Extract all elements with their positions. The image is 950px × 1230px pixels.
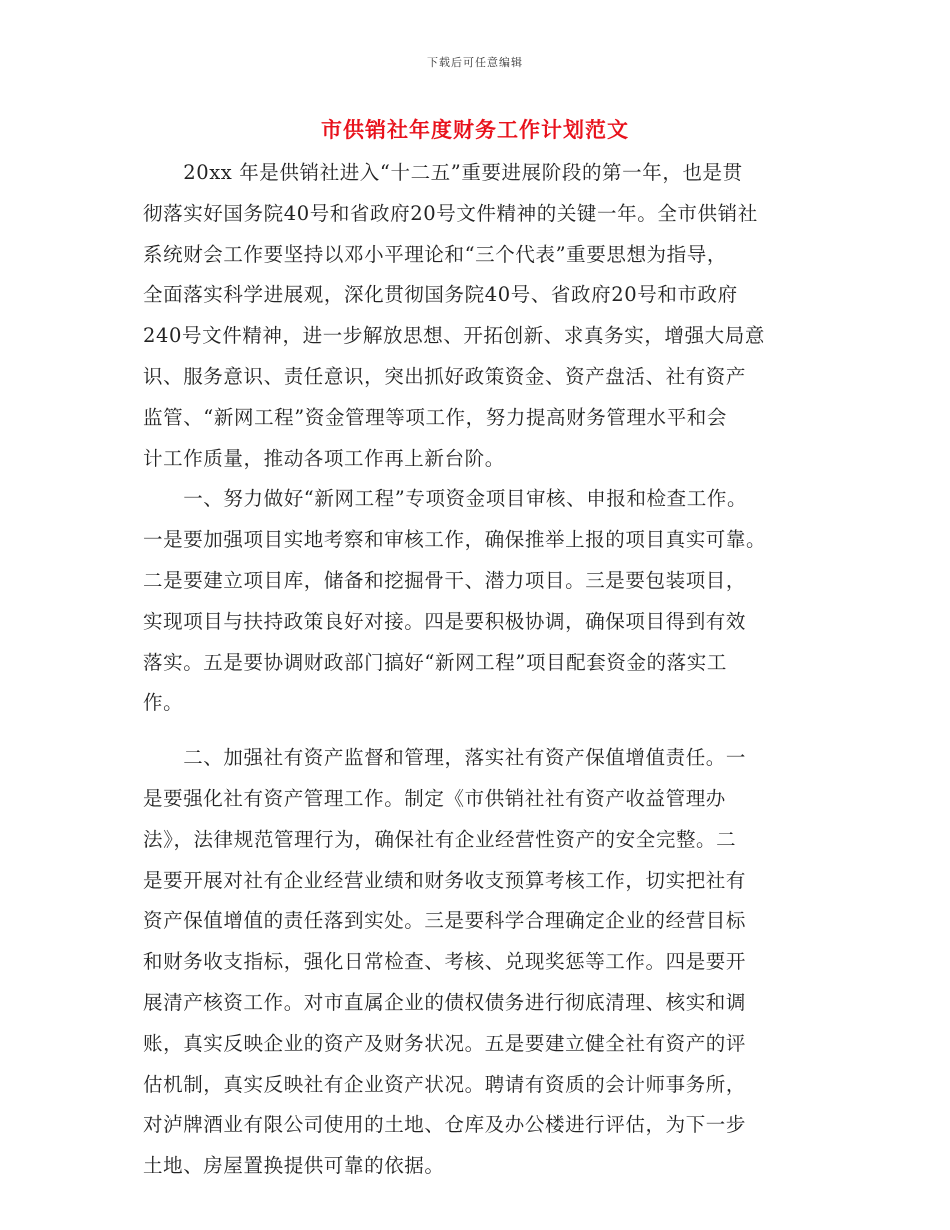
text-line: 全面落实科学进展观，深化贯彻国务院40号、省政府20号和市政府	[143, 283, 738, 307]
text-line: 彻落实好国务院40号和省政府20号文件精神的关键一年。全市供销社	[143, 201, 758, 225]
text-line: 二是要建立项目库，储备和挖掘骨干、潜力项目。三是要包装项目，	[143, 568, 747, 592]
text-line: 账，真实反映企业的资产及财务状况。五是要建立健全社有资产的评	[143, 1031, 747, 1055]
text-line: 法》，法律规范管理行为，确保社有企业经营性资产的安全完整。二	[143, 827, 737, 851]
text-line: 落实。五是要协调财政部门搞好“新网工程”项目配套资金的落实工	[143, 650, 727, 674]
text-line: 识、服务意识、责任意识，突出抓好政策资金、资产盘活、社有资产	[143, 364, 747, 388]
text-line: 20xx 年是供销社进入“十二五”重要进展阶段的第一年，也是贯	[143, 161, 743, 184]
text-line: 资产保值增值的责任落到实处。三是要科学合理确定企业的经营目标	[143, 909, 747, 933]
document-body	[143, 153, 807, 1187]
text-line: 展清产核资工作。对市直属企业的债权债务进行彻底清理、核实和调	[143, 990, 747, 1014]
text-line: 二、加强社有资产监督和管理，落实社有资产保值增值责任。一	[143, 746, 747, 770]
text-line: 一是要加强项目实地考察和审核工作，确保推举上报的项目真实可靠。	[143, 528, 767, 552]
document-title: 市供销社年度财务工作计划范文	[321, 117, 629, 142]
text-line: 实现项目与扶持政策良好对接。四是要积极协调，确保项目得到有效	[143, 609, 747, 633]
text-line: 作。	[143, 691, 184, 715]
text-line: 是要强化社有资产管理工作。制定《市供销社社有资产收益管理办	[143, 786, 726, 810]
text-line: 一、努力做好“新网工程”专项资金项目审核、申报和检查工作。	[143, 487, 748, 511]
text-line: 土地、房屋置换提供可靠的依据。	[143, 1154, 445, 1178]
header-note: 下载后可任意编辑	[427, 56, 523, 69]
text-line: 计工作质量，推动各项工作再上新台阶。	[143, 446, 505, 470]
text-line: 估机制，真实反映社有企业资产状况。聘请有资质的会计师事务所，	[143, 1072, 747, 1096]
text-line: 是要开展对社有企业经营业绩和财务收支预算考核工作，切实把社有	[143, 868, 747, 892]
text-line: 240号文件精神，进一步解放思想、开拓创新、求真务实，增强大局意	[143, 324, 765, 348]
text-line: 系统财会工作要坚持以邓小平理论和“三个代表”重要思想为指导，	[143, 242, 727, 266]
paragraph-gap	[143, 724, 807, 738]
text-line: 监管、“新网工程”资金管理等项工作，努力提高财务管理水平和会	[143, 405, 727, 429]
text-line: 对泸牌酒业有限公司使用的土地、仓库及办公楼进行评估，为下一步	[143, 1113, 747, 1137]
text-line: 和财务收支指标，强化日常检查、考核、兑现奖惩等工作。四是要开	[143, 950, 747, 974]
